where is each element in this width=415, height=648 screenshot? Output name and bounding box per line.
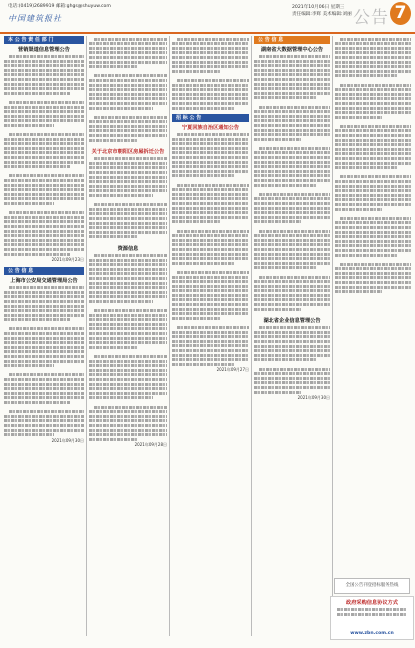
notice-body xyxy=(254,326,330,393)
advert-website-link[interactable]: www.zbn.com.cn xyxy=(350,631,394,636)
column-divider xyxy=(169,36,170,636)
column-1 xyxy=(4,36,84,636)
notice-body xyxy=(89,38,167,142)
column-banner: 招 标 公 告 xyxy=(172,114,249,122)
notice-date: 2021年09月27日 xyxy=(216,367,249,373)
notice-title: 关于北京市朝阳区房屋拆迁公告 xyxy=(91,149,165,156)
advert-logo-box xyxy=(334,578,410,594)
notice-date: 2021年09月28日 xyxy=(134,442,167,448)
notice-body xyxy=(335,38,411,294)
section-title: 公告 xyxy=(353,8,389,28)
page-number-badge: 7 xyxy=(390,2,411,25)
column-5 xyxy=(335,36,411,574)
column-banner: 公 告 信 息 xyxy=(254,36,330,44)
notice-body xyxy=(89,254,167,441)
column-divider xyxy=(251,36,252,636)
column-banner: 本 公 告 责 任 部 门 xyxy=(4,36,84,44)
column-divider xyxy=(332,36,333,636)
notice-body xyxy=(4,286,84,436)
notice-body xyxy=(254,55,330,311)
advert-title: 政府采购信息协议方式 xyxy=(346,600,398,606)
notice-date: 2021年09月30日 xyxy=(297,395,330,401)
notice-title: 资源信息 xyxy=(117,245,139,252)
page-header xyxy=(0,0,415,34)
notice-title: 宁夏回族自治区通知公告 xyxy=(181,125,240,132)
column-4 xyxy=(254,36,330,636)
column-banner: 公 告 信 息 xyxy=(4,267,84,275)
advert-body xyxy=(331,608,413,616)
notice-title: 上海市公安局交通管理局公告 xyxy=(10,278,78,285)
newspaper-name: 中国建筑报社 xyxy=(8,14,62,23)
notice-body xyxy=(89,157,167,238)
notice-title: 湖南省大数据管理中心公告 xyxy=(260,47,324,53)
advert-logo-text: 全国公告刊登招标服务热线 xyxy=(345,583,399,588)
column-divider xyxy=(86,36,87,636)
notice-date: 2021年09月30日 xyxy=(51,437,84,443)
editor-line: 责任编辑:李辉 美术编辑:刘丽 xyxy=(292,12,352,17)
notice-body xyxy=(172,133,249,366)
notice-body xyxy=(4,55,84,256)
notice-title: 营销渠道信息管理公告 xyxy=(18,47,70,53)
notice-body xyxy=(172,38,249,110)
column-3 xyxy=(172,36,249,636)
date-line: 2021年10月06日 星期三 xyxy=(292,5,345,10)
notice-date: 2021年09月23日 xyxy=(51,257,84,263)
column-2 xyxy=(89,36,167,636)
advert-box xyxy=(330,596,414,640)
notice-title: 湖北省企业信息管理公告 xyxy=(263,318,321,325)
contact-line: 电话:(0419)2689919 邮箱:ghgs@shuyuw.com xyxy=(8,4,111,9)
